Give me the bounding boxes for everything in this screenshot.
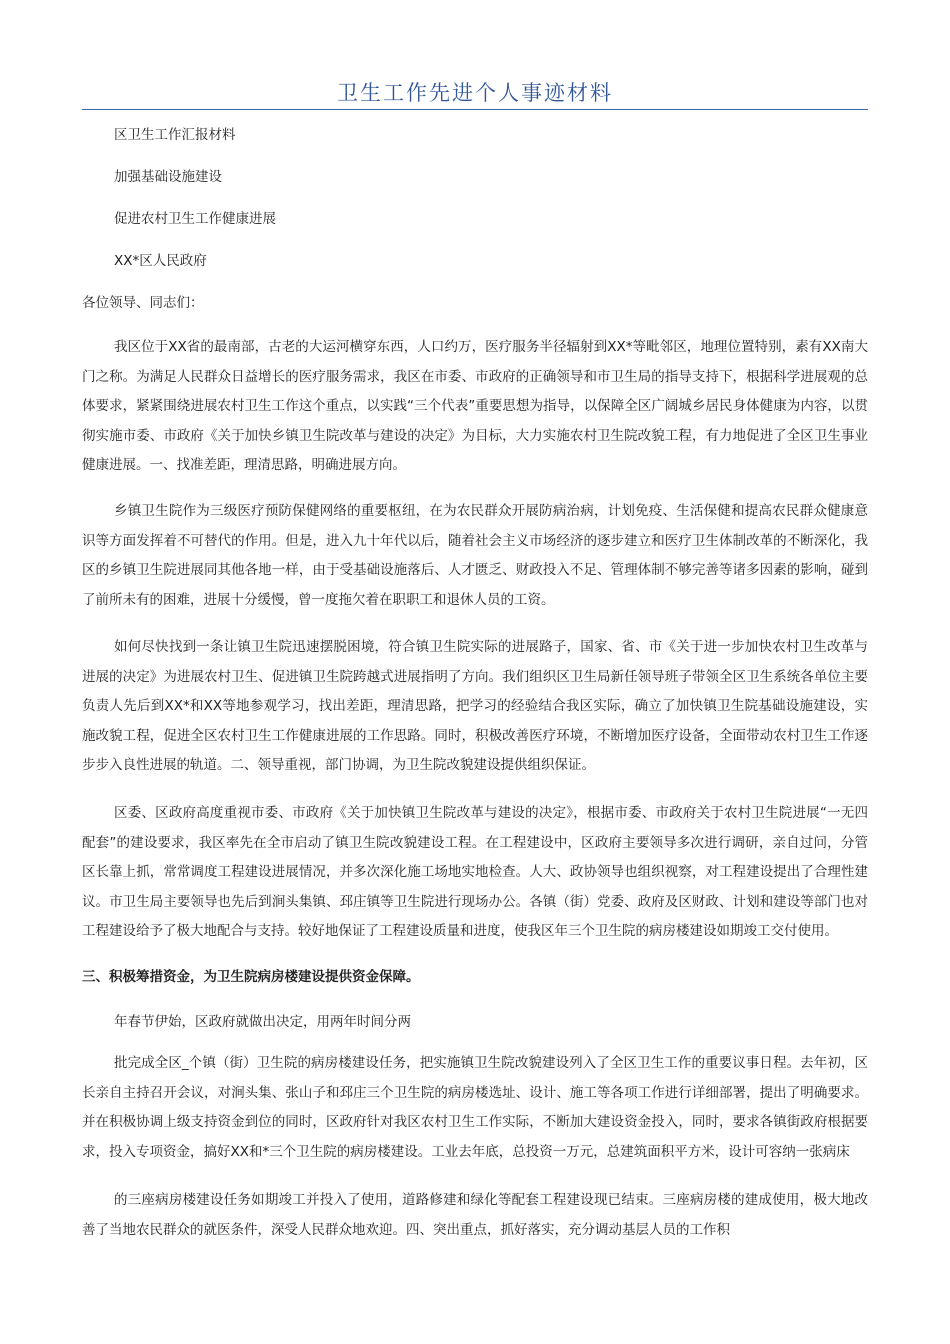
document-title: 卫生工作先进个人事迹材料 bbox=[337, 81, 613, 105]
paragraph-township-hospitals: 乡镇卫生院作为三级医疗预防保健网络的重要枢纽，在为农民群众开展防病治病，计划免疫、生活保健和提高农民群众健康意识等方面发挥着不可替代的作用。但是，进入九十年代以后，随着社会主义市场经济的逐步建立和医疗卫生体制改革的不断深化，我区的乡镇卫生院进展同其他各地一样，由于受基础设施落后、人才匮乏、财政投入不足、管理体制不够完善等诸多因素的影响，碰到了前所未有的困难，进展十分缓慢，曾一度拖欠着在职职工和退休人员的工资。 bbox=[82, 503, 868, 608]
title-underline bbox=[82, 109, 868, 110]
paragraph-development-path: 如何尽快找到一条让镇卫生院迅速摆脱困境，符合镇卫生院实际的进展路子，国家、省、市《关于进一步加快农村卫生改革与进展的决定》为进展农村卫生、促进镇卫生院跨越式进展指明了方向。我们组织区卫生局新任领导班子带领全区卫生系统各单位主要负责人先后到XX*和XX等地参观学习，找出差距，理清思路，把学习的经验结合我区实际，确立了加快镇卫生院基础设施建设，实施改貌工程，促进全区农村卫生工作健康进展的工作思路。同时，积极改善医疗环境，不断增加医疗设备，全面带动农村卫生工作逐步步入良性进展的轨道。二、领导重视，部门协调，为卫生院改貌建设提供组织保证。 bbox=[82, 639, 868, 773]
paragraph-spring-festival: 年春节伊始，区政府就做出决定，用两年时间分两 bbox=[114, 1014, 411, 1030]
section-3-heading: 三、积极筹措资金，为卫生院病房楼建设提供资金保障。 bbox=[82, 969, 420, 985]
paragraph-intro: 我区位于XX省的最南部，古老的大运河横穿东西，人口约万，医疗服务半径辐射到XX*等毗邻区，地理位置特别，素有XX南大门之称。为满足人民群众日益增长的医疗服务需求，我区在市委、市政府的正确领导和市卫生局的指导支持下，根据科学进展观的总体要求，紧紧围绕进展农村卫生工作这个重点，以实践“三个代表”重要思想为指导，以保障全区广阔城乡居民身体健康为内容，以贯彻实施市委、市政府《关于加快乡镇卫生院改革与建设的决定》为目标，大力实施农村卫生院改貌工程，有力地促进了全区卫生事业健康进展。一、找准差距，理清思路，明确进展方向。 bbox=[82, 339, 868, 473]
subhead-report: 区卫生工作汇报材料 bbox=[114, 127, 236, 143]
subhead-rural-health: 促进农村卫生工作健康进展 bbox=[114, 211, 276, 227]
paragraph-funding: 批完成全区_个镇（街）卫生院的病房楼建设任务，把实施镇卫生院改貌建设列入了全区卫生工作的重要议事日程。去年初，区长亲自主持召开会议，对涧头集、张山子和邳庄三个卫生院的病房楼选址、设计、施工等各项工作进行详细部署，提出了明确要求。并在积极协调上级支持资金到位的同时，区政府针对我区农村卫生工作实际，不断加大建设资金投入，同时，要求各镇街政府根据要求，投入专项资金，搞好XX和*三个卫生院的病房楼建设。工业去年底，总投资一万元，总建筑面积平方米，设计可容纳一张病床 bbox=[82, 1055, 868, 1160]
subhead-infrastructure: 加强基础设施建设 bbox=[114, 169, 222, 185]
salutation: 各位领导、同志们： bbox=[82, 295, 204, 311]
paragraph-leadership: 区委、区政府高度重视市委、市政府《关于加快镇卫生院改革与建设的决定》，根据市委、市政府关于农村卫生院进展“一无四配套”的建设要求，我区率先在全市启动了镇卫生院改貌建设工程。在工程建设中，区政府主要领导多次进行调研，亲自过问，分管区长靠上抓，常常调度工程建设进展情况，并多次深化施工场地实地检查。人大、政协领导也组织视察，对工程建设提出了合理性建议。市卫生局主要领导也先后到涧头集镇、邳庄镇等卫生院进行现场办公。各镇（街）党委、政府及区财政、计划和建设等部门也对工程建设给予了极大地配合与支持。较好地保证了工程建设质量和进度，使我区年三个卫生院的病房楼建设如期竣工交付使用。 bbox=[82, 805, 868, 939]
subhead-government: XX*区人民政府 bbox=[114, 253, 207, 269]
paragraph-completion: 的三座病房楼建设任务如期竣工并投入了使用，道路修建和绿化等配套工程建设现已结束。三座病房楼的建成使用，极大地改善了当地农民群众的就医条件，深受人民群众地欢迎。四、突出重点，抓好落实，充分调动基层人员的工作积 bbox=[82, 1192, 868, 1238]
